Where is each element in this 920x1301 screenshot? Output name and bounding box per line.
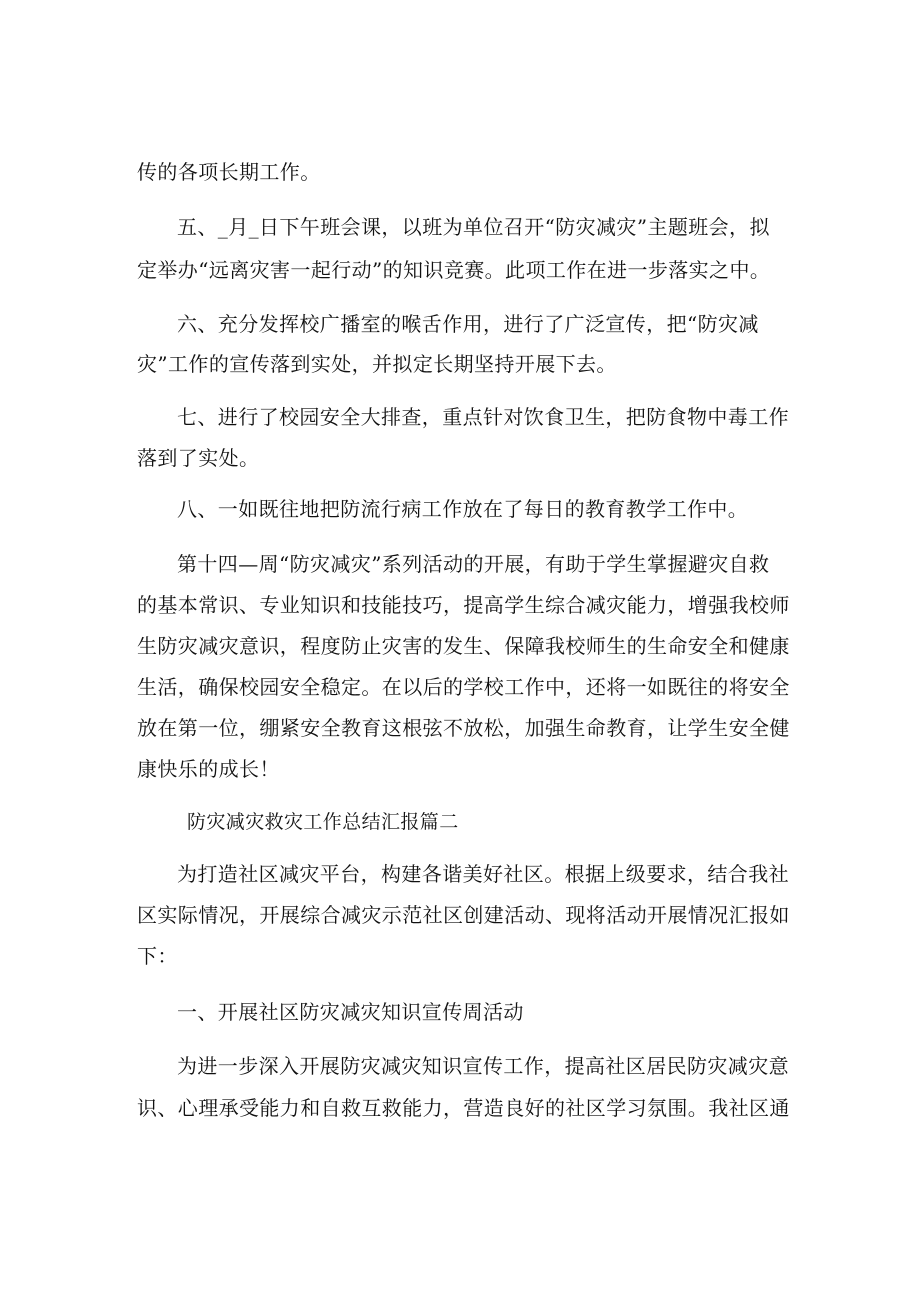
text-line: 一、开展社区防灾减灾知识宣传周活动 (177, 1000, 524, 1024)
text-line: 的基本常识、专业知识和技能技巧，提高学生综合减灾能力，增强我校师 (137, 593, 790, 617)
text-line: 八、一如既往地把防流行病工作放在了每日的教育教学工作中。 (177, 497, 749, 521)
text-line: 识、心理承受能力和自救互救能力，营造良好的社区学习氛围。我社区通 (137, 1096, 790, 1120)
text-line: 落到了实处。 (137, 446, 260, 470)
text-line: 生活，确保校园安全稳定。在以后的学校工作中，还将一如既往的将安全 (137, 675, 790, 699)
text-line: 传的各项长期工作。 (137, 160, 321, 184)
text-line: 第十四—周“防灾减灾”系列活动的开展，有助于学生掌握避灾自救 (177, 552, 770, 576)
text-line: 放在第一位，绷紧安全教育这根弦不放松，加强生命教育，让学生安全健 (137, 716, 790, 740)
text-line: 康快乐的成长！ (137, 757, 280, 781)
text-line: 五、_月_日下午班会课，以班为单位召开“防灾减灾”主题班会，拟 (177, 215, 770, 239)
heading-text: 防灾减灾救灾工作总结汇报篇二 (187, 811, 459, 833)
text-line: 七、进行了校园安全大排查，重点针对饮食卫生，把防食物中毒工作 (177, 405, 789, 429)
text-line: 六、充分发挥校广播室的喉舌作用，进行了广泛宣传，把“防灾减 (177, 312, 759, 336)
text-line: 为打造社区减灾平台，构建各谐美好社区。根据上级要求，结合我社 (177, 862, 789, 886)
text-line: 生防灾减灾意识，程度防止灾害的发生、保障我校师生的生命安全和健康 (137, 634, 790, 658)
text-line: 区实际情况，开展综合减灾示范社区创建活动、现将活动开展情况汇报如 (137, 903, 790, 927)
text-line: 定举办“远离灾害一起行动”的知识竞赛。此项工作在进一步落实之中。 (137, 258, 771, 282)
text-line: 为进一步深入开展防灾减灾知识宣传工作，提高社区居民防灾减灾意 (177, 1054, 789, 1078)
text-line: 下： (137, 944, 178, 968)
text-line: 灾”工作的宣传落到实处，并拟定长期坚持开展下去。 (137, 352, 617, 376)
